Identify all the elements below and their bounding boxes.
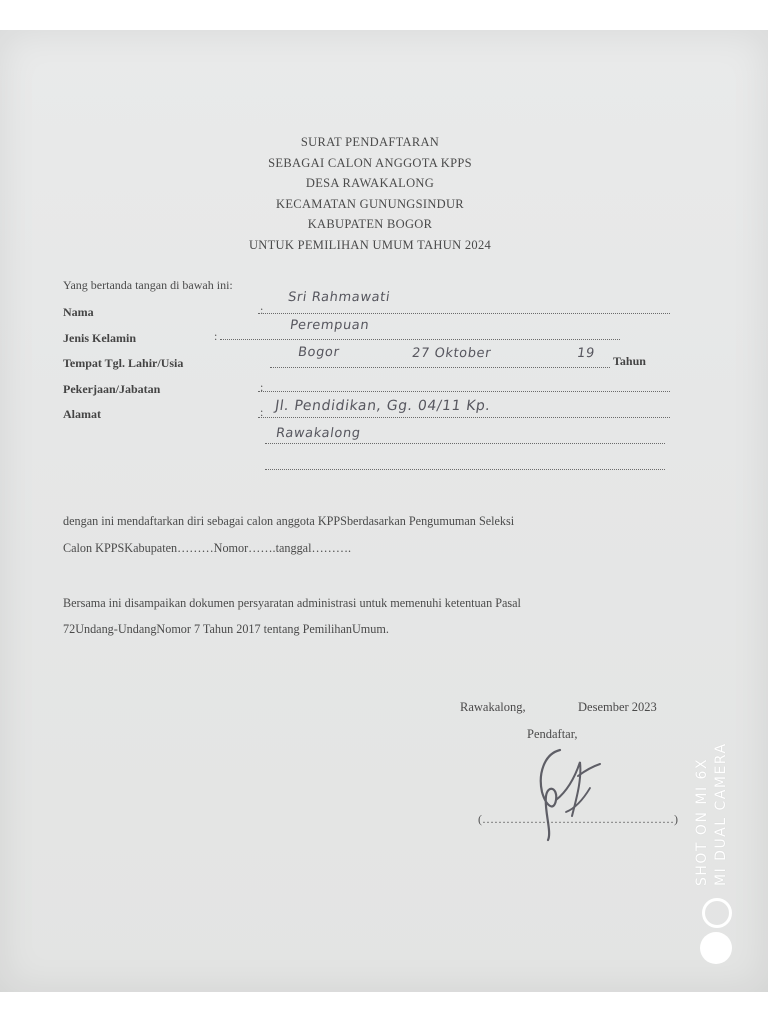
header-title: SURAT PENDAFTARAN <box>300 135 440 149</box>
dots-alamat-3 <box>265 468 665 470</box>
watermark-dot-icon <box>700 932 732 964</box>
dots-pekerjaan <box>258 390 670 392</box>
closing-role: Pendaftar, <box>527 727 578 741</box>
label-jenis-kelamin: Jenis Kelamin <box>63 331 137 345</box>
value-ttl-date: 27 Oktober <box>410 346 493 361</box>
value-alamat-line1: Jl. Pendidikan, Gg. 04/11 Kp. <box>273 398 492 414</box>
value-jenis-kelamin: Perempuan <box>288 318 371 333</box>
closing-city: Rawakalong, <box>460 700 526 714</box>
colon-pekerjaan: : <box>260 380 264 394</box>
signature-icon <box>526 740 606 850</box>
header-line-2: SEBAGAI CALON ANGGOTA KPPS <box>268 155 472 170</box>
value-ttl-age: 19 <box>575 346 596 361</box>
header-line-4: KECAMATAN GUNUNGSINDUR <box>276 196 464 211</box>
document-header <box>170 132 570 255</box>
header-line-5: KABUPATEN BOGOR <box>307 217 433 231</box>
intro-text: Yang bertanda tangan di bawah ini: <box>63 278 233 292</box>
colon-nama: : <box>260 303 264 317</box>
label-alamat: Alamat <box>63 407 101 421</box>
dots-nama <box>258 312 670 314</box>
value-alamat-line2: Rawakalong <box>274 426 362 441</box>
watermark-line-1: SHOT ON MI 6X <box>694 757 710 886</box>
label-ttl: Tempat Tgl. Lahir/Usia <box>63 356 184 370</box>
camera-watermark <box>693 742 731 886</box>
colon-alamat: : <box>260 405 264 419</box>
header-line-3: DESA RAWAKALONG <box>305 176 435 190</box>
signature-line: (…………………………………………) <box>478 812 678 826</box>
watermark-ring-icon <box>702 898 732 928</box>
paragraph-1-line-1: dengan ini mendaftarkan diri sebagai calon anggota KPPSberdasarkan Pengumuman Seleksi <box>63 514 515 528</box>
label-pekerjaan: Pekerjaan/Jabatan <box>63 382 161 396</box>
label-tahun: Tahun <box>613 354 646 368</box>
dots-jenis-kelamin <box>220 338 620 340</box>
colon-jenis-kelamin: : <box>214 329 218 343</box>
closing-date: Desember 2023 <box>578 700 657 714</box>
dots-alamat-2 <box>265 442 665 444</box>
value-nama: Sri Rahmawati <box>286 290 392 305</box>
dots-alamat-1 <box>258 416 670 418</box>
dots-ttl <box>270 366 610 368</box>
paragraph-2-line-1: Bersama ini disampaikan dokumen persyaratan administrasi untuk memenuhi ketentuan Pasal <box>63 596 521 610</box>
watermark-line-2: MI DUAL CAMERA <box>713 742 729 886</box>
paragraph-1-line-2: Calon KPPSKabupaten………Nomor…….tanggal………. <box>63 541 352 555</box>
header-line-6: UNTUK PEMILIHAN UMUM TAHUN 2024 <box>248 237 492 252</box>
label-nama: Nama <box>63 305 94 319</box>
paragraph-2-line-2: 72Undang-UndangNomor 7 Tahun 2017 tentang PemilihanUmum. <box>63 622 389 636</box>
value-ttl-place: Bogor <box>296 345 341 360</box>
